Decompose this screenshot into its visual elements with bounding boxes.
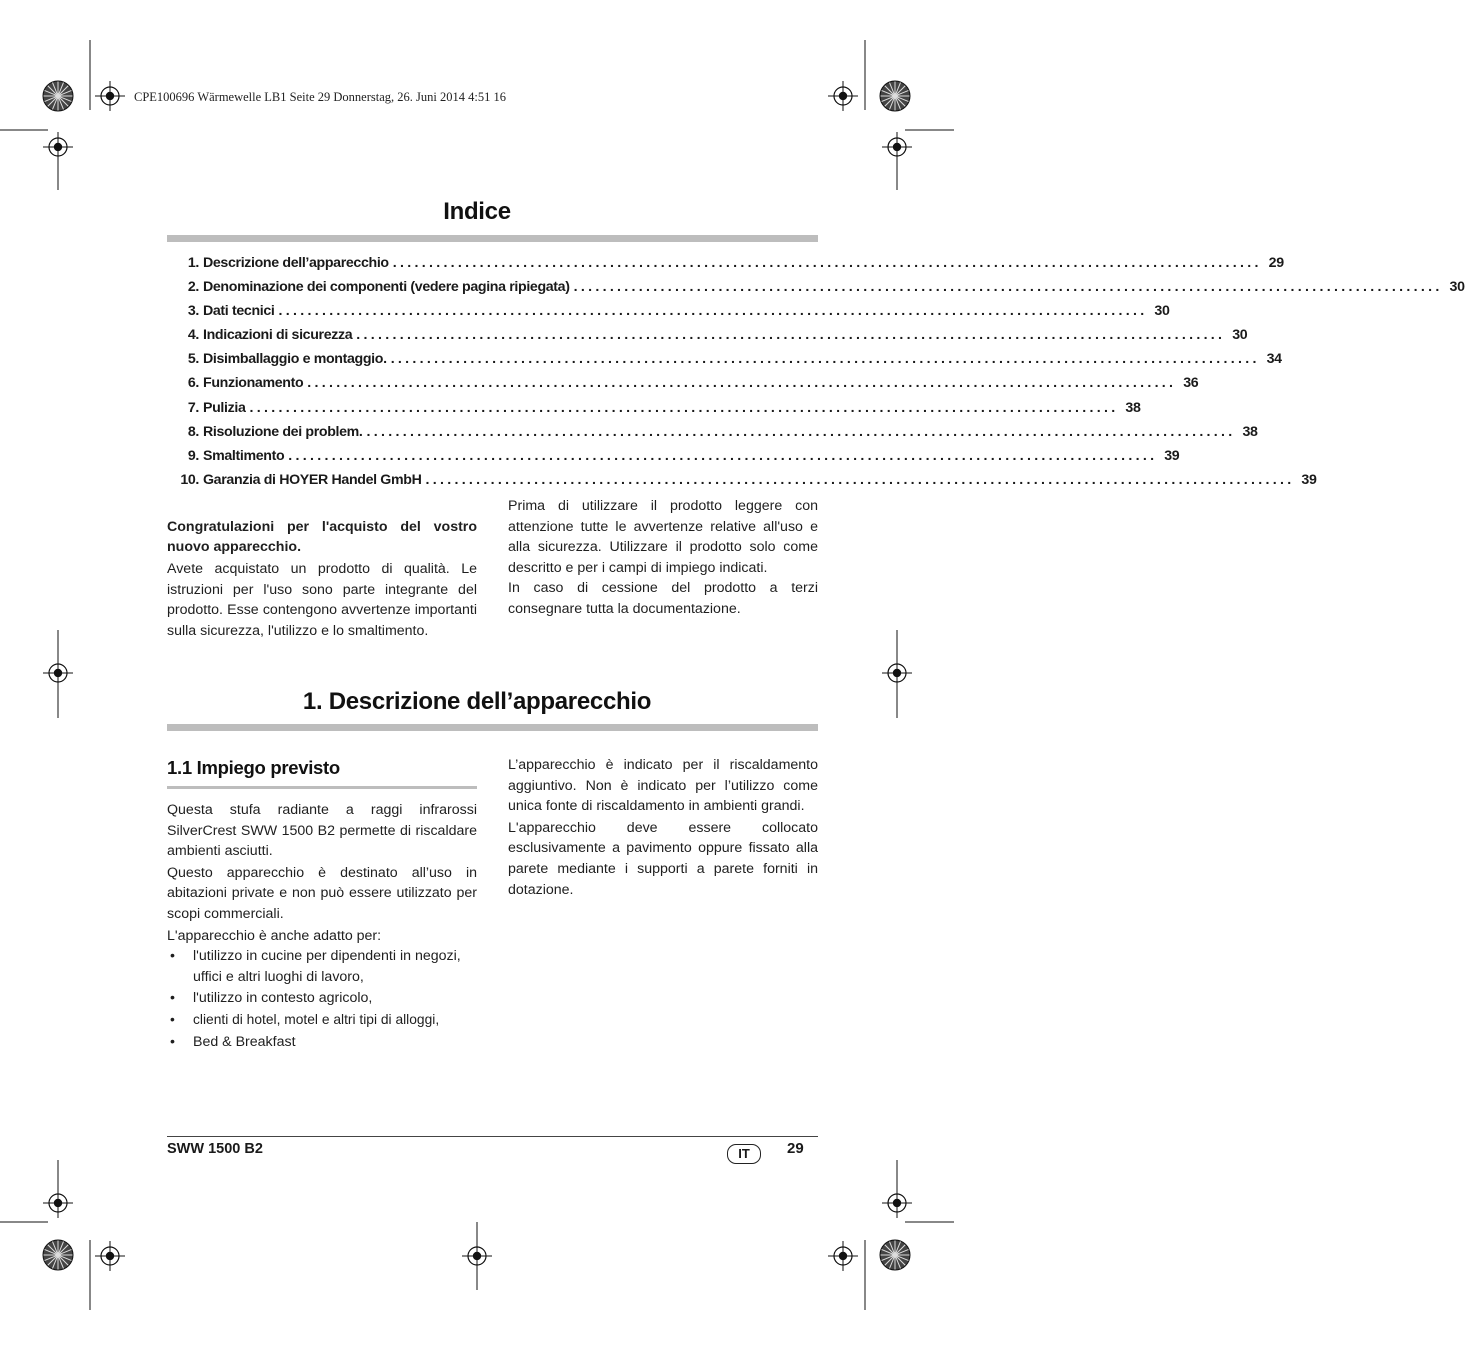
usage-list — [167, 946, 477, 1052]
usage-right-paragraph-2: L'apparecchio deve essere collocato esclusivamente a pavimento oppure fissato alla parete mediante i supporti a parete forniti in dotazione. — [508, 819, 818, 898]
toc-entry — [167, 447, 1180, 472]
toc-entry-number: 10. — [180, 471, 199, 488]
toc-entry-page: 36 — [1183, 375, 1199, 392]
toc-entry-number: 8. — [187, 423, 199, 440]
subsection-rule — [167, 786, 477, 789]
section-1-title: 1. Descrizione dell’apparecchio — [302, 688, 652, 715]
toc-entry — [167, 471, 1317, 496]
toc-leader-dots: ........................................................................................................................ — [390, 351, 1260, 368]
toc-entry-number: 6. — [187, 375, 199, 392]
subsection-1-1-title: 1.1 Impiego previsto — [167, 757, 340, 778]
toc-entry-label: Descrizione dell’apparecchio — [203, 255, 389, 271]
toc-entry — [167, 303, 1170, 327]
section-1-rule — [167, 724, 818, 731]
usage-right-paragraph-1: L’apparecchio è indicato per il riscaldamento aggiuntivo. Non è indicato per l’utilizzo come unica fonte di riscaldamento in ambienti grandi. — [508, 757, 818, 815]
toc-leader-dots: ........................................................................................................................ — [288, 447, 1158, 464]
intro-right-paragraph-1: Prima di utilizzare il prodotto leggere con attenzione tutte le avvertenze relative all'uso e alla sicurezza. Utilizzare il prodotto solo come descritto e per i campi di impiego indicati. — [508, 498, 818, 576]
toc-entry — [167, 279, 1465, 303]
toc-entry-page: 30 — [1232, 327, 1248, 344]
toc-leader-dots: ........................................................................................................................ — [573, 279, 1443, 296]
toc-entry-label: Disimballaggio e montaggio. — [203, 351, 387, 368]
usage-paragraph-3: L'apparecchio è anche adatto per: — [167, 927, 382, 944]
toc-entry — [167, 255, 1284, 279]
toc-entry-label: Denominazione dei componenti (vedere pagina ripiegata) — [203, 279, 570, 296]
list-item: • Bed & Breakfast — [170, 1033, 296, 1050]
list-item: • clienti di hotel, motel e altri tipi di alloggi, — [170, 1011, 440, 1027]
toc-entry-label: Garanzia di HOYER Handel GmbH — [203, 471, 422, 488]
toc-entry — [167, 327, 1248, 351]
intro-right-column — [508, 496, 818, 620]
toc-entry — [167, 423, 1258, 448]
page-number: 29 — [787, 1140, 804, 1157]
intro-left-column — [167, 517, 477, 641]
toc-entry — [167, 375, 1199, 399]
toc-leader-dots: ........................................................................................................................ — [356, 327, 1226, 344]
section-1-right-column — [508, 755, 818, 900]
toc-entry-number: 9. — [187, 447, 199, 464]
toc-leader-dots: ........................................................................................................................ — [366, 423, 1236, 440]
toc-entry-number: 3. — [187, 303, 199, 320]
toc-entry-number: 4. — [187, 327, 199, 344]
toc-entry-label: Smaltimento — [203, 447, 285, 464]
language-badge: IT — [727, 1144, 761, 1164]
print-header: CPE100696 Wärmewelle LB1 Seite 29 Donnerstag, 26. Juni 2014 4:51 16 — [134, 90, 506, 104]
toc-entry-number: 5. — [187, 351, 199, 368]
intro-right-paragraph-2: In caso di cessione del prodotto a terzi consegnare tutta la documentazione. — [508, 580, 818, 617]
toc-entry-page: 38 — [1242, 423, 1258, 440]
footer-model: SWW 1500 B2 — [167, 1141, 263, 1157]
section-1-left-column — [167, 800, 477, 1052]
toc-entry-label: Dati tecnici — [203, 303, 275, 320]
toc-entry-page: 29 — [1268, 255, 1284, 271]
toc-entry-label: Funzionamento — [203, 375, 304, 392]
footer-rule — [167, 1136, 818, 1137]
toc-leader-dots: ........................................................................................................................ — [307, 375, 1177, 392]
toc-entry-page: 39 — [1164, 447, 1180, 464]
toc-entry-number: 7. — [187, 399, 199, 416]
toc-leader-dots: ........................................................................................................................ — [278, 303, 1148, 320]
toc-leader-dots: ........................................................................................................................ — [392, 255, 1262, 271]
toc-entry-page: 30 — [1449, 279, 1465, 296]
index-title: Indice — [443, 198, 511, 225]
table-of-contents — [167, 255, 1465, 496]
toc-entry-page: 38 — [1125, 399, 1141, 416]
usage-paragraph-2: Questo apparecchio è destinato all’uso in abitazioni private e non può essere utilizzato per scopi commerciali. — [167, 864, 477, 922]
toc-entry — [167, 351, 1282, 375]
toc-entry-number: 1. — [187, 255, 199, 271]
index-rule — [167, 235, 818, 242]
toc-entry-number: 2. — [187, 279, 199, 296]
toc-entry-label: Pulizia — [203, 399, 246, 416]
intro-left-paragraph: Avete acquistato un prodotto di qualità. Le istruzioni per l'uso sono parte integrante del prodotto. Esse contengono avvertenze importanti sulla sicurezza, l'utilizzo e lo smaltimento. — [167, 561, 477, 639]
toc-entry — [167, 399, 1141, 424]
toc-entry-page: 39 — [1301, 471, 1317, 488]
toc-leader-dots: ........................................................................................................................ — [425, 471, 1295, 488]
list-item: • l'utilizzo in cucine per dipendenti in negozi, uffici e altri luoghi di lavoro, — [170, 948, 461, 985]
list-item: • l'utilizzo in contesto agricolo, — [170, 990, 373, 1007]
toc-leader-dots: ........................................................................................................................ — [249, 399, 1119, 416]
toc-entry-page: 34 — [1266, 351, 1282, 368]
usage-paragraph-1: Questa stufa radiante a raggi infrarossi SilverCrest SWW 1500 B2 permette di riscaldare ambienti asciutti. — [167, 802, 477, 860]
toc-entry-page: 30 — [1154, 303, 1170, 320]
toc-entry-label: Risoluzione dei problem. — [203, 423, 363, 440]
intro-heading: Congratulazioni per l'acquisto del vostro nuovo apparecchio. — [167, 519, 477, 555]
toc-entry-label: Indicazioni di sicurezza — [203, 327, 353, 344]
